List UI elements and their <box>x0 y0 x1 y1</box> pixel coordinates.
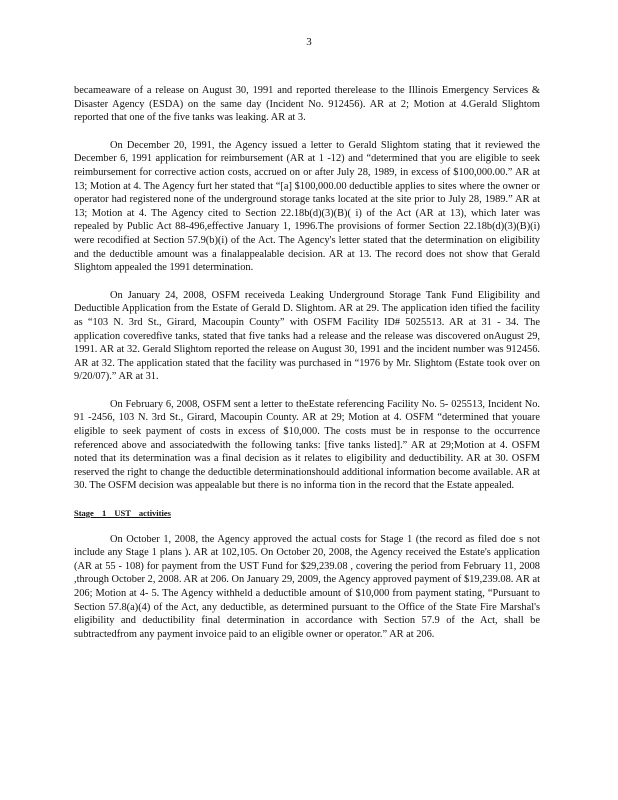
paragraph-stage-1-activities: On October 1, 2008, the Agency approved the actual costs for Stage 1 (the record as filed doe s not include any Stage 1 plans ). AR at 102,105. On October 20, 2008, the Agency received the Estate's application (AR at 55 - 108) for payment from the UST Fund for $29,239.08 , covering the period from February 11, 2008 ,through October 2, 2008. AR at 206. On January 29, 2009, the Agency approved payment of $19,239.08. AR at 206; Motion at 4- 5. The Agency withheld a deductible amount of $10,000 from payment stating, “Pursuant to Section 57.8(a)(4) of the Act, any deductible, as determined pursuant to the Office of the State Fire Marshal's eligibility and deductibility final determination in accordance with Section 57.9 of the Act, shall be subtractedfrom any payment invoice paid to an eligible owner or operator.” AR at 206. <box>74 533 540 640</box>
paragraph-february-2008-letter: On February 6, 2008, OSFM sent a letter to theEstate referencing Facility No. 5- 025513, Incident No. 91 -2456, 103 N. 3rd St., Girard, Macoupin County. AR at 29; Motion at 4. OSFM “determined that youare eligible to seek payment of costs in excess of $10,000. The costs must be in response to the occurrence referenced above and associatedwith the following tanks: [five tanks listed].” AR at 29;Motion at 4. OSFM noted that its determination was a final decision as it relates to eligibility and deductibility. AR at 30. OSFM reserved the right to change the deductible determinationshould additional information become available. AR at 30. The OSFM decision was appealable but there is no informa tion in the record that the Estate appealed. <box>74 398 540 492</box>
document-body <box>74 84 540 655</box>
paragraph-january-2008-application: On January 24, 2008, OSFM receiveda Leaking Underground Storage Tank Fund Eligibility and Deductible Application from the Estate of Gerald D. Slightom. AR at 29. The application iden tified the facility as “103 N. 3rd St., Girard, Macoupin County” with OSFM Facility ID# 5025513. AR at 31 - 34. The application coveredfive tanks, stated that five tanks had a release and the release was discovered onAugust 29, 1991. AR at 32. Gerald Slightom reported the release on August 30, 1991 and the incident number was 912456. AR at 32. The application stated that the facility was purchased in “1976 by Mr. Slightom (Estate took over on 9/20/07).” AR at 31. <box>74 289 540 383</box>
page-number: 3 <box>306 36 312 48</box>
paragraph-december-1991-letter: On December 20, 1991, the Agency issued a letter to Gerald Slightom stating that it reviewed the December 6, 1991 application for reimbursement (AR at 1 -12) and “determined that you are eligible to seek reimbursement for corrective action costs, accrued on or after July 28, 1989, in excess of $100,000.00.” AR at 13; Motion at 4. The Agency furt her stated that “[a] $100,000.00 deductible applies to sites where the owner or operator had registered none of the underground storage tanks located at the site prior to July 28, 1989.” AR at 13; Motion at 4. The Agency cited to Section 22.18b(d)(3)(B)( i) of the Act (AR at 13), which later was repealed by Public Act 88-496,effective January 1, 1996.The provisions of former Section 22.18b(d)(3)(B)(i) were recodified at Section 57.9(b)(i) of the Act. The Agency's letter stated that the determination on eligibility and the deductible amount was a finalappealable decision. AR at 13. The record does not show that Gerald Slightom appealed the 1991 determination. <box>74 139 540 274</box>
section-heading: Stage 1 UST activities <box>74 508 171 519</box>
paragraph-esda-report: becameaware of a release on August 30, 1991 and reported therelease to the Illinois Emergency Services & Disaster Agency (ESDA) on the same day (Incident No. 912456). AR at 2; Motion at 4.Gerald Slightom reported that one of the five tanks was leaking. AR at 3. <box>74 85 540 124</box>
